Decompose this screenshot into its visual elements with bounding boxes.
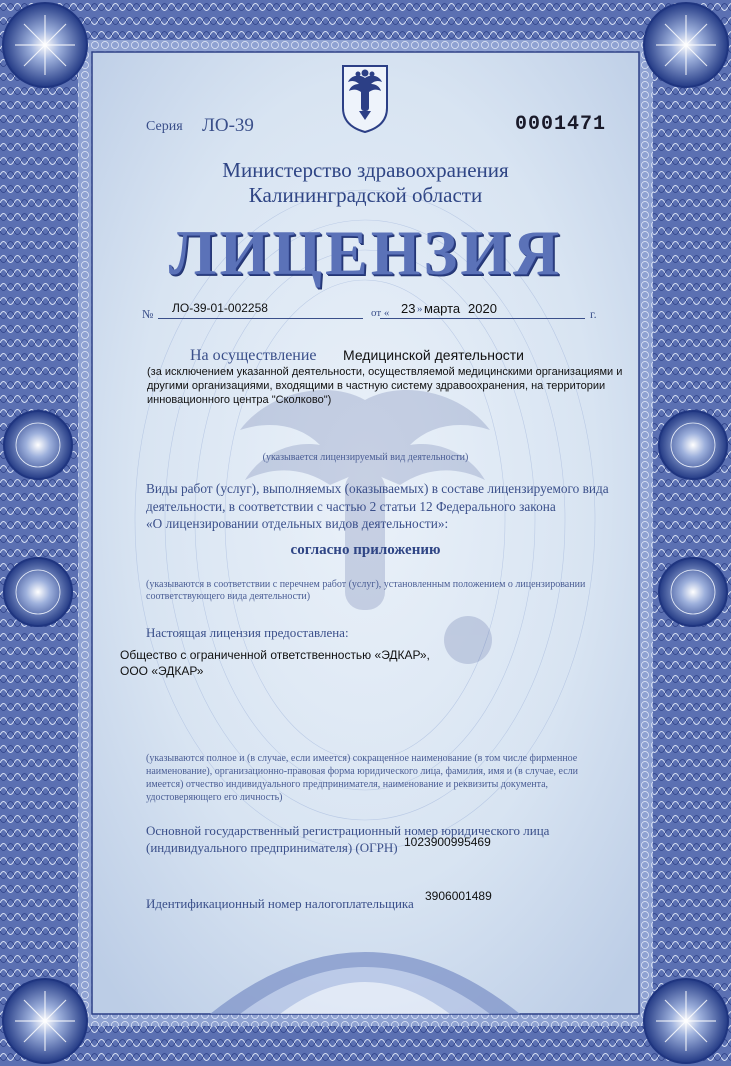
date-mid: »	[417, 303, 423, 315]
activity-caption: (указывается лицензируемый вид деятельности)	[262, 452, 469, 463]
number-underline	[158, 318, 363, 319]
licensee-caption-line-1: (указываются полное и (в случае, если имеется) сокращенное наименование (в том числе фирменное	[146, 753, 578, 764]
works-caption-line-1: (указываются в соответствии с перечнем работ (услуг), установленным положением о лицензировании	[146, 579, 586, 590]
inn-label: Идентификационный номер налогоплательщика	[146, 896, 414, 911]
russian-coat-of-arms-icon	[340, 62, 390, 134]
licensee-label: Настоящая лицензия предоставлена:	[146, 625, 349, 640]
date-underline	[380, 318, 585, 319]
ogrn-label-line-1: Основной государственный регистрационный номер юридического лица	[146, 823, 550, 838]
works-caption-line-2: соответствующего вида деятельности)	[146, 591, 311, 602]
activity-detail-line-1: (за исключением указанной деятельности, осуществляемой медицинскими организациями и	[147, 366, 623, 378]
licensee-name-line-1: Общество с ограниченной ответственностью «ЭДКАР»,	[120, 648, 430, 662]
works-line-2: деятельности, в соответствии с частью 2 статьи 12 Федерального закона	[146, 499, 556, 514]
activity-detail-line-2: другими организациями, входящими в частную систему здравоохранения, на территории	[147, 380, 606, 392]
date-year: 2020	[468, 301, 497, 316]
date-day: 23	[401, 301, 416, 316]
number-label: №	[142, 307, 154, 321]
series-value: ЛО-39	[202, 115, 254, 136]
series-label: Серия	[146, 119, 183, 134]
works-line-1: Виды работ (услуг), выполняемых (оказываемых) в составе лицензируемого вида	[146, 481, 609, 496]
date-prefix: от «	[371, 307, 390, 319]
issuer-line-2: Калининградской области	[248, 183, 483, 207]
inn-value: 3906001489	[425, 889, 492, 903]
ogrn-label-line-2: (индивидуального предпринимателя) (ОГРН)	[146, 840, 398, 855]
works-line-3: «О лицензировании отдельных видов деятельности»:	[146, 516, 449, 531]
issuer-line-1: Министерство здравоохранения	[222, 158, 509, 182]
licensee-caption-line-4: удостоверяющего его личность)	[146, 792, 283, 803]
licensee-caption-line-3: имеется) отчество индивидуального предпринимателя, наименование и реквизиты документа,	[146, 779, 549, 790]
year-suffix: г.	[590, 307, 597, 321]
licensee-name-line-2: ООО «ЭДКАР»	[120, 664, 204, 678]
activity-value: Медицинской деятельности	[343, 347, 524, 363]
activity-detail-line-3: инновационного центра "Сколково")	[147, 394, 332, 406]
licensee-caption-line-2: наименование), организационно-правовая форма юридического лица, фамилия, имя и (в случае, если	[146, 766, 579, 777]
blank-number: 0001471	[515, 113, 607, 136]
activity-label: На осуществление	[190, 347, 317, 364]
date-month: марта	[424, 301, 461, 316]
ogrn-value: 1023900995469	[404, 835, 491, 849]
license-number: ЛО-39-01-002258	[172, 301, 268, 315]
works-value: согласно приложению	[290, 542, 441, 558]
document-title: ЛИЦЕНЗИЯ	[168, 217, 563, 288]
